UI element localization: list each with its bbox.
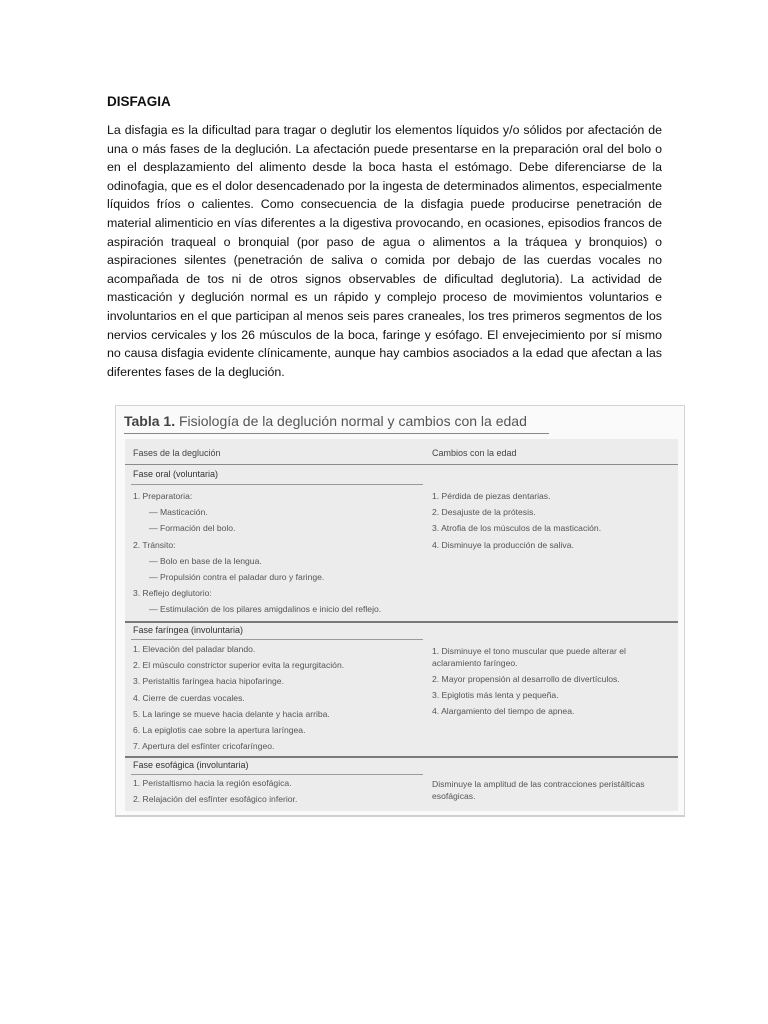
section-rule-faringea (131, 639, 423, 640)
oral-right-item: 2. Desajuste de la prótesis. (432, 507, 536, 518)
table-panel (125, 439, 678, 811)
faringea-left-item: 5. La laringe se mueve hacia delante y hacia arriba. (133, 708, 330, 719)
section-label-esofagica: Fase esofágica (involuntaria) (133, 760, 249, 770)
header-rule (125, 464, 678, 465)
caption-underline (124, 433, 549, 434)
oral-left-item: 2. Tránsito: (133, 539, 176, 550)
oral-left-item: — Propulsión contra el paladar duro y faringe. (149, 572, 325, 583)
faringea-right-item: 2. Mayor propensión al desarrollo de divertículos. (432, 674, 620, 684)
faringea-left-item: 7. Apertura del esfínter cricofaríngeo. (133, 741, 275, 752)
faringea-right-item: 1. Disminuye el tono muscular que puede alterar el aclaramiento faríngeo. (432, 646, 626, 668)
esofagica-left-list (133, 775, 297, 807)
section-label-oral: Fase oral (voluntaria) (133, 469, 219, 479)
document-title: DISFAGIA (107, 94, 171, 109)
header-left: Fases de la deglución (133, 448, 221, 458)
esofagica-right-list (432, 778, 682, 806)
section-label-faringea: Fase faríngea (involuntaria) (133, 625, 244, 635)
oral-left-list (133, 488, 381, 618)
faringea-right-list (432, 645, 672, 721)
faringea-left-item: 2. El músculo constrictor superior evita la regurgitación. (133, 660, 345, 671)
faringea-left-item: 1. Elevación del paladar blando. (133, 644, 256, 654)
oral-left-item: — Bolo en base de la lengua. (149, 555, 262, 566)
faringea-right-item: 4. Alargamiento del tiempo de apnea. (432, 706, 575, 716)
faringea-left-item: 6. La epiglotis cae sobre la apertura laríngea. (133, 725, 306, 736)
table-figure (115, 405, 685, 817)
esofagica-left-item: 2. Relajación del esfínter esofágico inferior. (133, 794, 298, 805)
oral-right-item: 4. Disminuye la producción de saliva. (432, 539, 574, 550)
section-divider (125, 621, 678, 623)
faringea-right-item: 3. Epiglotis más lenta y pequeña. (432, 690, 559, 700)
table-caption-number: Tabla 1. (124, 413, 176, 429)
esofagica-right-item: Disminuye la amplitud de las contracciones peristálticas esofágicas. (432, 779, 645, 801)
table-header (125, 439, 678, 464)
faringea-left-item: 3. Peristaltis faríngea hacia hipofaringe. (133, 676, 284, 687)
oral-right-list (432, 488, 672, 553)
faringea-left-list (133, 641, 344, 754)
oral-right-item: 1. Pérdida de piezas dentarias. (432, 491, 551, 501)
table-caption (124, 413, 554, 429)
section-divider (125, 756, 678, 758)
section-rule-oral (131, 484, 423, 485)
oral-right-item: 3. Atrofia de los músculos de la masticación. (432, 523, 602, 534)
oral-left-item: — Masticación. (149, 507, 208, 518)
esofagica-left-item: 1. Peristaltismo hacia la región esofágica. (133, 778, 292, 788)
faringea-left-item: 4. Cierre de cuerdas vocales. (133, 692, 245, 703)
oral-left-item: — Formación del bolo. (149, 523, 236, 534)
oral-left-item: — Estimulación de los pilares amigdalinos e inicio del reflejo. (149, 604, 382, 615)
oral-left-item: 3. Reflejo deglutorio: (133, 588, 212, 599)
table-caption-text: Fisiología de la deglución normal y cambios con la edad (178, 413, 527, 429)
oral-left-item: 1. Preparatoria: (133, 491, 193, 501)
header-right: Cambios con la edad (432, 448, 517, 458)
document-paragraph: La disfagia es la dificultad para tragar o deglutir los elementos líquidos y/o sólidos por afectación de una o más fases de la deglución. La afectación puede presentarse en la preparación oral del bolo o en el desplazamiento del alimento desde la boca hasta el estómago. Debe diferenciarse de la odinofagia, que es el dolor desencadenado por la ingesta de determinados alimentos, especialmente líquidos fríos o calientes. Como consecuencia de la disfagia puede producirse penetración de material alimenticio en vías diferentes a la digestiva provocando, en ocasiones, episodios francos de aspiración traqueal o bronquial (por paso de agua o alimentos a la tráquea y bronquios) o aspiraciones silentes (penetración de saliva o comida por debajo de las cuerdas vocales no acompañada de tos ni de otros signos observables de dificultad deglutoria). La actividad de masticación y deglución normal es un rápido y complejo proceso de movimientos voluntarios e involuntarios en el que participan al menos seis pares craneales, los tres primeros segmentos de los nervios cervicales y los 26 músculos de la boca, faringe y esófago. El envejecimiento por sí mismo no causa disfagia evidente clínicamente, aunque hay cambios asociados a la edad que afectan a las diferentes fases de la deglución. (107, 123, 662, 379)
